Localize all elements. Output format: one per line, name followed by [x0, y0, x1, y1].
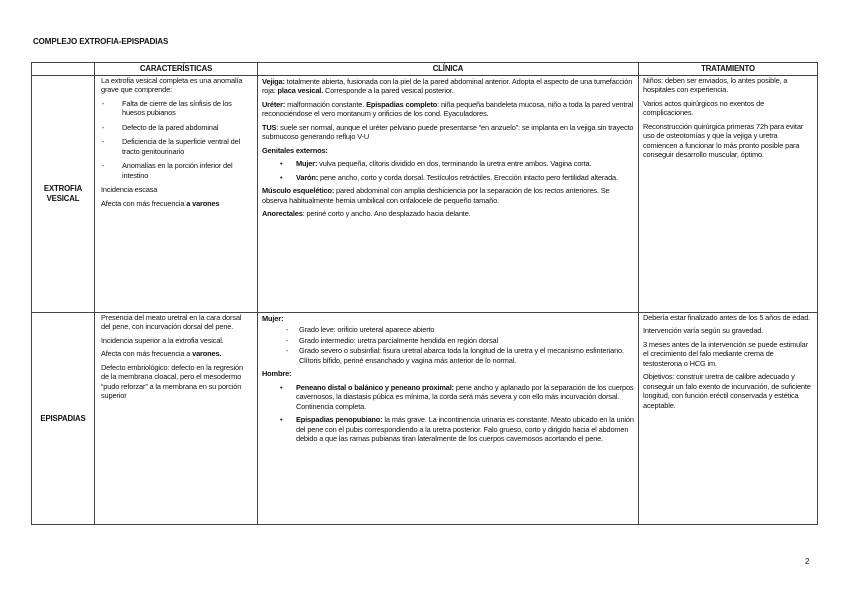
page-number: 2: [805, 557, 810, 566]
extrofia-incidence: Incidencia escasa: [101, 185, 158, 195]
epispadias-caract-p1: Presencia del meato uretral en la cara dorsal del pene, con incurvación dorsal del pene.: [101, 313, 242, 332]
tratamiento-item: 3 meses antes de la intervención se puede estimular el crecimiento del falo mediante crema de testosterona o HCG im.: [643, 339, 808, 368]
list-item: • Peneano distal o balánico y peneano proximal: pene ancho y aplanado por la separación de los cuerpos cavernosos, la diastasis púbica es mínima, la corda será más severa y con ello más incurvación dorsal. Continencia completa.: [276, 383, 634, 411]
clinica-hombre-heading: Hombre:: [262, 369, 292, 379]
tratamiento-item: Varios actos quirúrgicos no exentos de complicaciones.: [643, 98, 765, 118]
tratamiento-item: Debería estar finalizado antes de los 5 años de edad.: [643, 313, 811, 322]
extrofia-anomaly-list: [101, 99, 252, 180]
list-item: - Deficiencia de la superficie ventral del tracto genitourinario: [101, 137, 252, 156]
list-item: - Anomalías en la porción inferior del intestino: [101, 161, 252, 180]
list-item: - Defecto de la pared abdominal: [101, 123, 252, 132]
extrofia-epispadias-table: [31, 62, 818, 525]
list-item: • Epispadias penopubiano: la más grave. La incontinencia urinaria es constante. Meato ubicado en la unión del pene con el pubis correspondiendo a la uretra posterior. Falo grueso, corto y dirigido hacia el abdomen debido a que las ramas pubianas tiran lateralmente de los cuerpos cavernosos acortando el pene.: [276, 415, 634, 443]
genitales-list: [262, 159, 634, 182]
tratamiento-item: Niños: deben ser enviados, lo antes posible, a hospitales con experiencia.: [643, 76, 788, 95]
list-item: • Mujer: vulva pequeña, clítoris dividido en dos, terminando la uretra entre ambos. Vagina corta.: [276, 159, 634, 168]
document-title: COMPLEJO EXTROFIA-EPISPADIAS: [33, 37, 169, 46]
tratamiento-item: Intervención varía según su gravedad.: [643, 326, 764, 336]
clinica-genitales-heading: Genitales externos:: [262, 145, 328, 155]
tratamiento-item: Objetivos: construir uretra de calibre adecuado y conseguir un falo exento de incurvación, de suficiente longitud, con función eréctil conservada y estética aceptable.: [643, 372, 811, 410]
list-item: - Grado leve: orificio ureteral aparece abierto: [286, 325, 634, 334]
epispadias-tratamiento-cell: [639, 313, 818, 525]
extrofia-caracteristicas-cell: [95, 76, 258, 313]
row-epispadias: [32, 313, 818, 525]
header-empty-cell: [32, 63, 95, 76]
list-item: - Grado severo o subsinfial: fisura uretral abarca toda la longitud de la uretra y el mecanismo esfinteriano. Clítoris bífido, periné ensanchado y vagina más anterior de lo normal.: [286, 346, 634, 365]
extrofia-intro: La extrofia vesical completa es una anomalía grave que comprende:: [101, 76, 243, 95]
rowhead-epispadias: EPISPADIAS: [32, 313, 95, 525]
row-extrofia-vesical: [32, 76, 818, 313]
header-caracteristicas: CARACTERÍSTICAS: [95, 63, 258, 76]
clinica-mujer-heading: Mujer:: [262, 314, 284, 323]
header-clinica: CLÍNICA: [258, 63, 639, 76]
epispadias-caract-p2: Incidencia superior a la extrofia vesical.: [101, 335, 224, 345]
mujer-grade-list: [262, 325, 634, 365]
hombre-list: [262, 383, 634, 444]
extrofia-clinica-cell: [258, 76, 639, 313]
extrofia-frequency: Afecta con más frecuencia a varones: [101, 198, 220, 208]
extrofia-tratamiento-cell: [639, 76, 818, 313]
epispadias-clinica-cell: [258, 313, 639, 525]
list-item: • Varón: pene ancho, corto y corda dorsal. Testículos retráctiles. Erección intacto pero fertilidad alterada.: [276, 173, 634, 182]
tratamiento-item: Reconstrucción quirúrgica primeras 72h para evitar uso de osteotomías y que la vejiga y uretra comiencen a funcionar lo más pronto posible para conseguir desarrollo muscular, óptimo.: [643, 121, 804, 160]
table-header-row: [32, 63, 818, 76]
list-item: - Grado intermedio: uretra parcialmente hendida en región dorsal: [286, 336, 634, 345]
clinica-vejiga: Vejiga: totalmente abierta, fusionada con la piel de la pared abdominal anterior. Adopta el aspecto de una tumefacción roja: placa vesical. Corresponde a la pared vesical posterior.: [262, 77, 633, 96]
clinica-ureter: Uréter: malformación constante. Epispadias completo: niña pequeña bandeleta mucosa, niño a toda la pared ventral reconociéndose el vero montanum y orificios de los cond. Eyaculadores.: [262, 99, 634, 119]
header-tratamiento: TRATAMIENTO: [639, 63, 818, 76]
clinica-musculo: Músculo esquelético: pared abdominal con amplia deshiciencia por la separación de los rectos anteriores. Se observa habitualmente hernia umbilical con onfalocele de pequeño tamaño.: [262, 186, 610, 205]
clinica-anorectales: Anorectales: periné corto y ancho. Ano desplazado hacia delante.: [262, 209, 471, 219]
rowhead-extrofia: EXTROFIA VESICAL: [32, 76, 95, 313]
list-item: - Falta de cierre de las sínfisis de los huesos pubianos: [101, 99, 252, 118]
clinica-tus: TUS: suele ser normal, aunque el uréter pelviano puede presentarse “en anzuelo”: se implanta en la vejiga sin trayecto submucoso generando reflujo V-U: [262, 122, 634, 142]
epispadias-caract-frequency: Afecta con más frecuencia a varones.: [101, 349, 222, 359]
epispadias-caract-p4: Defecto embriológico: defecto en la regresión de la membrana cloacal, pero el mesodermo “pudo reforzar” a la membrana en su porción superior: [101, 362, 243, 401]
epispadias-caracteristicas-cell: [95, 313, 258, 525]
